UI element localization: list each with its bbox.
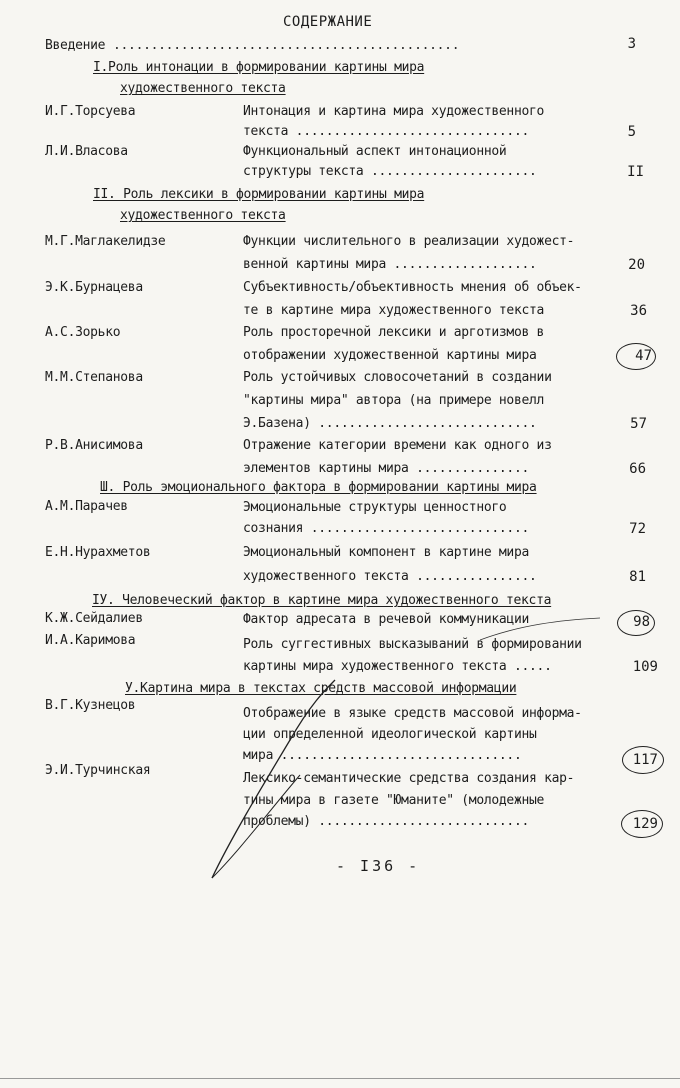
entry-author: М.М.Степанова	[45, 370, 143, 385]
entry-line: Функциональный аспект интонационной	[243, 144, 507, 159]
entry-author: Е.Н.Нурахметов	[45, 545, 151, 560]
entry-author: В.Г.Кузнецов	[45, 698, 136, 713]
section-heading-cont: художественного текста	[120, 81, 286, 96]
entry-author: Э.И.Турчинская	[45, 763, 151, 778]
entry-author: И.Г.Торсуева	[45, 104, 136, 119]
entry-page: 72	[629, 521, 646, 537]
entry-line: Отражение категории времени как одного из	[243, 438, 552, 453]
entry-author: И.А.Каримова	[45, 633, 136, 648]
entry-page: 117	[632, 752, 658, 768]
entry-line: сознания .............................	[243, 521, 530, 536]
entry-line: Лексико-семантические средства создания кар-	[243, 771, 575, 786]
entry-line: Субъективность/объективность мнения об объек-	[243, 280, 582, 295]
entry-page: 98	[633, 614, 650, 630]
scan-edge-line	[0, 1078, 680, 1079]
entry-line: Интонация и картина мира художественного	[243, 104, 545, 119]
entry-page: II	[627, 164, 644, 180]
entry-page: 20	[628, 257, 645, 273]
page-title: СОДЕРЖАНИЕ	[283, 14, 373, 30]
entry-line: отображении художественной картины мира	[243, 348, 537, 363]
entry-line: картины мира художественного текста .....	[243, 659, 552, 674]
section-heading-cont: художественного текста	[120, 208, 286, 223]
entry-author: А.С.Зорько	[45, 325, 121, 340]
entry-page: 5	[627, 124, 636, 140]
entry-line: Роль суггестивных высказываний в формировании	[243, 637, 582, 652]
entry-page: 36	[630, 303, 647, 319]
entry-line: венной картины мира ...................	[243, 257, 537, 272]
entry-page: 81	[629, 569, 646, 585]
entry-line: текста ...............................	[243, 124, 530, 139]
intro-label: Введение	[45, 38, 106, 53]
entry-author: Р.В.Анисимова	[45, 438, 143, 453]
entry-page: 66	[629, 461, 646, 477]
entry-author: К.Ж.Сейдалиев	[45, 611, 143, 626]
entry-line: структуры текста ......................	[243, 164, 537, 179]
section-heading: IУ. Человеческий фактор в картине мира художественного текста	[92, 593, 552, 608]
entry-author: Л.И.Власова	[45, 144, 128, 159]
entry-line: проблемы) ............................	[243, 814, 530, 829]
entry-line: Роль просторечной лексики и арготизмов в	[243, 325, 545, 340]
entry-line: мира ................................	[243, 748, 522, 763]
entry-line: Отображение в языке средств массовой информа-	[243, 706, 582, 721]
entry-line: элементов картины мира ...............	[243, 461, 530, 476]
entry-author: Э.К.Бурнацева	[45, 280, 143, 295]
entry-line: Фактор адресата в речевой коммуникации	[243, 612, 530, 627]
intro-page: 3	[627, 36, 636, 52]
entry-page: 57	[630, 416, 647, 432]
section-heading: У.Картина мира в текстах средств массовой информации	[125, 681, 517, 696]
section-heading: II. Роль лексики в формировании картины мира	[93, 187, 425, 202]
entry-line: те в картине мира художественного текста	[243, 303, 545, 318]
intro-leader: ..............................................	[113, 38, 460, 53]
entry-line: художественного текста ................	[243, 569, 537, 584]
entry-line: Эмоциональный компонент в картине мира	[243, 545, 530, 560]
entry-line: тины мира в газете "Юманите" (молодежные	[243, 793, 545, 808]
entry-author: А.М.Парачев	[45, 499, 128, 514]
page-number: - I36 -	[336, 857, 421, 875]
entry-line: ции определенной идеологической картины	[243, 727, 537, 742]
entry-page: 129	[632, 816, 658, 832]
entry-line: Функции числительного в реализации художест-	[243, 234, 575, 249]
section-heading: Ш. Роль эмоционального фактора в формировании картины мира	[100, 480, 537, 495]
entry-line: Э.Базена) .............................	[243, 416, 537, 431]
entry-line: Эмоциональные структуры ценностного	[243, 500, 507, 515]
entry-page: 47	[635, 348, 652, 364]
entry-line: Роль устойчивых словосочетаний в создании	[243, 370, 552, 385]
entry-author: М.Г.Маглакелидзе	[45, 234, 166, 249]
entry-line: "картины мира" автора (на примере новелл	[243, 393, 545, 408]
entry-page: 109	[632, 659, 658, 675]
section-heading: I.Роль интонации в формировании картины мира	[93, 60, 425, 75]
